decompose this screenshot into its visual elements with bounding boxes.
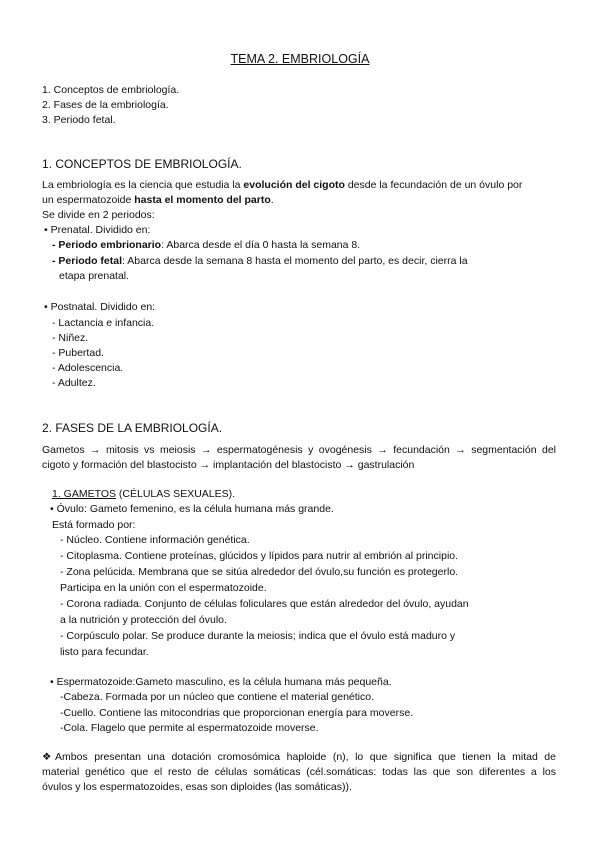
flow-line: Gametos → mitosis vs meiosis → espermatogénesis y ovogénesis → fecundación → segmentación del <box>42 444 556 456</box>
text: (CÉLULAS SEXUALES). <box>116 488 236 500</box>
list-item: - Adolescencia. <box>52 362 124 374</box>
paragraph-line: Se divide en 2 periodos: <box>42 209 155 221</box>
bullet-espermatozoide: • Espermatozoide:Gameto masculino, es la célula humana más pequeña. <box>50 676 392 688</box>
toc-item: 2. Fases de la embriología. <box>42 99 169 111</box>
list-item: - Citoplasma. Contiene proteínas, glúcidos y lípidos para nutrir al embrión al principio. <box>60 550 459 562</box>
list-item: -Cuello. Contiene las mitocondrias que proporcionan energía para moverse. <box>60 707 414 719</box>
list-item: - Corona radiada. Conjunto de células foliculares que están alrededor del óvulo, ayudan <box>60 598 469 610</box>
text: . <box>270 194 274 206</box>
flow-line: cigoto y formación del blastocisto → implantación del blastocisto → gastrulación <box>42 459 415 471</box>
bullet-ovulo: • Óvulo: Gameto femenino, es la célula humana más grande. <box>50 503 334 515</box>
paragraph-line: Está formado por: <box>52 519 136 531</box>
paragraph-line <box>42 193 274 208</box>
text: : Abarca desde el día 0 hasta la semana 8. <box>161 239 361 251</box>
bold-text: evolución del cigoto <box>243 179 345 191</box>
list-item-continuation: Participa en la unión con el espermatozoide. <box>60 582 267 594</box>
underlined-text: 1. GAMETOS <box>52 488 116 500</box>
toc-item: 1. Conceptos de embriología. <box>42 84 180 96</box>
list-item: - Corpúsculo polar. Se produce durante la meiosis; indica que el óvulo está maduro y <box>60 630 456 642</box>
bold-text: hasta el momento del parto <box>134 194 271 206</box>
list-item: - Zona pelúcida. Membrana que se sitúa alrededor del óvulo,su función es protegerlo. <box>60 566 459 578</box>
list-item-continuation: listo para fecundar. <box>60 646 149 658</box>
list-item <box>52 238 360 253</box>
list-item: -Cabeza. Formada por un núcleo que contiene el material genético. <box>60 691 375 703</box>
list-item-continuation: etapa prenatal. <box>59 270 130 282</box>
bold-text: - Periodo fetal <box>52 255 123 267</box>
page-title: TEMA 2. EMBRIOLOGÍA <box>230 52 370 66</box>
list-item: - Pubertad. <box>52 347 104 359</box>
gametos-heading <box>52 487 235 502</box>
section-1-heading: 1. CONCEPTOS DE EMBRIOLOGÍA. <box>42 157 242 171</box>
list-item: - Lactancia e infancia. <box>52 317 155 329</box>
bullet-postnatal: • Postnatal. Dividido en: <box>44 301 156 313</box>
text: La embriología es la ciencia que estudia la <box>42 179 244 191</box>
toc-item: 3. Periodo fetal. <box>42 114 116 126</box>
bullet-prenatal: • Prenatal. Dividido en: <box>44 224 151 236</box>
paragraph-line <box>42 178 522 193</box>
list-item: -Cola. Flagelo que permite al espermatozoide moverse. <box>60 722 319 734</box>
text: desde la fecundación de un óvulo por <box>344 179 523 191</box>
list-item: - Adultez. <box>52 377 96 389</box>
note-line: óvulos y los espermatozoides, esas son diploides (las somáticas)). <box>42 781 352 793</box>
bold-text: - Periodo embrionario <box>52 239 162 251</box>
list-item: - Núcleo. Contiene información genética. <box>60 534 250 546</box>
note-line: ❖Ambos presentan una dotación cromosómica haploide (n), lo que significa que tienen la mitad de <box>42 751 556 763</box>
text: un espermatozoide <box>42 194 135 206</box>
list-item: - Niñez. <box>52 332 89 344</box>
note-line: material genético que el resto de células somáticas (cél.somáticas: todas las que son diferentes a los <box>42 766 556 778</box>
list-item <box>52 254 468 269</box>
list-item-continuation: a la nutrición y protección del óvulo. <box>60 614 227 626</box>
text: : Abarca desde la semana 8 hasta el momento del parto, es decir, cierra la <box>122 255 468 267</box>
section-2-heading: 2. FASES DE LA EMBRIOLOGÍA. <box>42 421 223 435</box>
